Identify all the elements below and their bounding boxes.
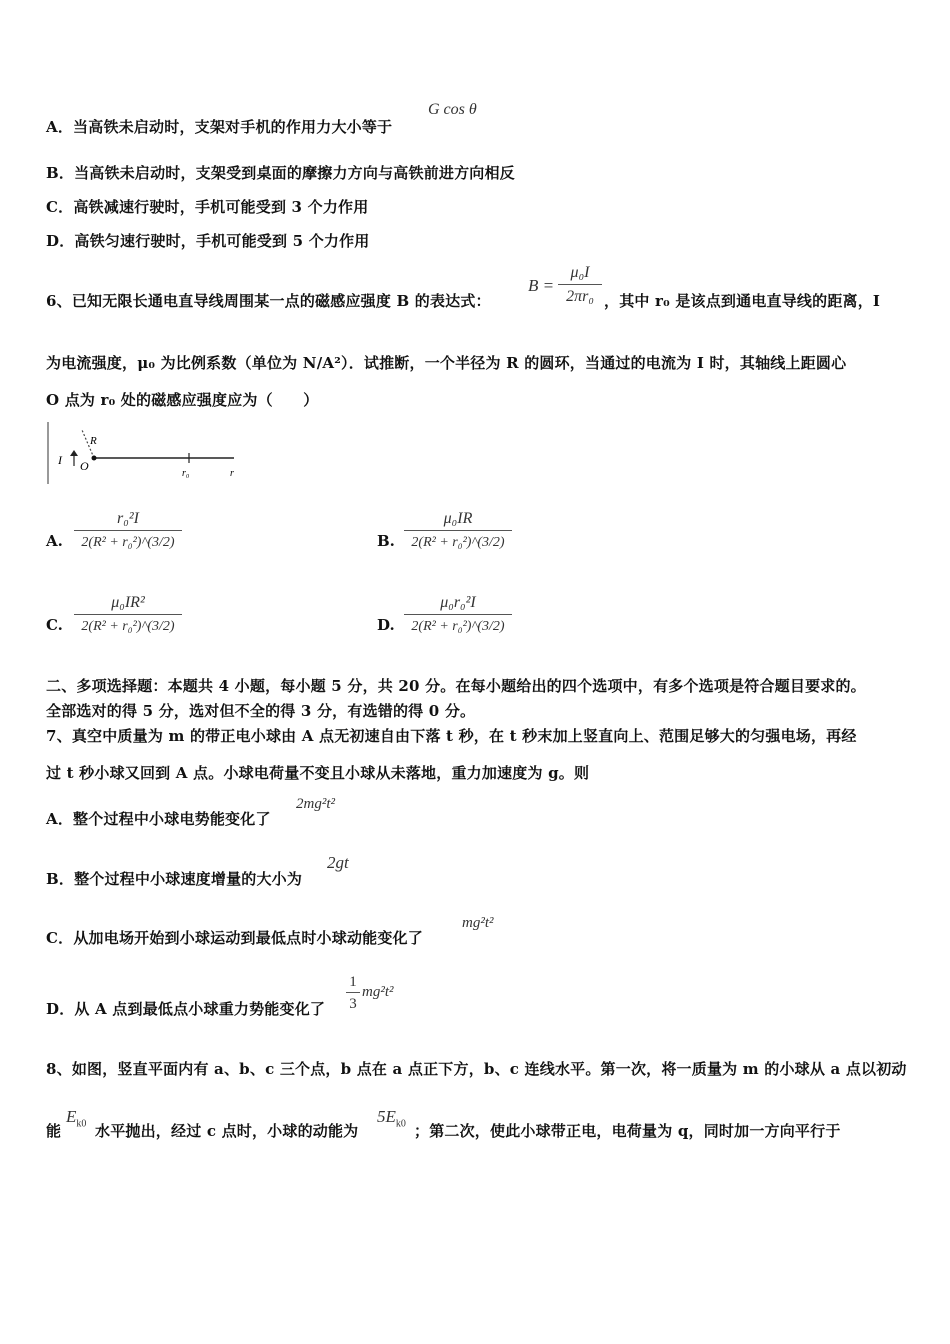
q6-option-c-num: μ₀IR²: [111, 594, 145, 611]
q8-ek5-symbol: 5E: [377, 1107, 396, 1126]
label-R: R: [90, 435, 97, 447]
q6-stem-part1: 6、已知无限长通电直导线周围某一点的磁感应强度 B 的表达式：: [46, 292, 491, 310]
q6-option-c-label: C.: [46, 616, 63, 634]
origin-dot: [92, 456, 97, 461]
q7-option-d-formula: mg²t²: [362, 984, 394, 1000]
q6-stem-line2: 为电流强度，μ₀ 为比例系数（单位为 N/A²）．试推断，一个半径为 R 的圆环，当通过的电流为 I 时，其轴线上距圆心: [46, 354, 847, 372]
q6-option-d-num: μ₀r₀²I: [440, 594, 476, 611]
q5-option-a-text: A．当高铁未启动时，支架对手机的作用力大小等于: [46, 118, 393, 136]
q5-option-d: D．高铁匀速行驶时，手机可能受到 5 个力作用: [46, 232, 370, 250]
q7-option-d: D．从 A 点到最低点小球重力势能变化了: [46, 1000, 326, 1018]
q5-option-a: [46, 116, 392, 137]
q6-formula-lhs: B =: [528, 276, 555, 295]
label-r0: r₀: [182, 468, 190, 479]
q6-option-a-formula: [74, 508, 182, 555]
q8-line2-part1: 能: [46, 1122, 62, 1140]
q8-ek0-sub: k0: [76, 1118, 87, 1130]
q6-option-b-den: 2(R² + r₀²)^(3/2): [411, 535, 505, 550]
q6-option-a-label: A.: [46, 532, 63, 550]
q5-option-b: B．当高铁未启动时，支架受到桌面的摩擦力方向与高铁前进方向相反: [46, 164, 515, 182]
q6-option-b-num: μ₀IR: [443, 510, 473, 527]
q6-figure: [46, 420, 246, 486]
q7-option-d-fraction: [346, 972, 360, 1015]
q6-option-b-label: B.: [377, 532, 395, 550]
label-r: r: [230, 468, 234, 479]
q7-line1: 7、真空中质量为 m 的带正电小球由 A 点无初速自由下落 t 秒，在 t 秒末加上竖直向上、范围足够大的匀强电场，再经: [46, 727, 857, 745]
q8-line2-part2: 水平抛出，经过 c 点时，小球的动能为: [95, 1122, 359, 1140]
q8-ek0: [66, 1107, 86, 1129]
q7-option-c-formula: mg²t²: [462, 915, 494, 931]
q6-option-d-den: 2(R² + r₀²)^(3/2): [411, 619, 505, 634]
q6-option-d-formula: [404, 592, 512, 639]
q7-line2: 过 t 秒小球又回到 A 点。小球电荷量不变且小球从未落地，重力加速度为 g。则: [46, 764, 590, 782]
q8-ek5: [377, 1107, 406, 1129]
q8-ek5-sub: k0: [395, 1118, 406, 1130]
q6-stem-part2: ，其中 r₀ 是该点到通电直导线的距离，I: [604, 292, 881, 310]
q6-formula-num: μ₀I: [570, 264, 590, 281]
q6-option-a-num: r₀²I: [117, 510, 139, 527]
q6-option-d-label: D.: [377, 616, 395, 634]
q8-line2-part3: ；第二次，使此小球带正电，电荷量为 q，同时加一方向平行于: [414, 1122, 841, 1140]
q6-option-c-den: 2(R² + r₀²)^(3/2): [81, 619, 175, 634]
q8-line1: 8、如图，竖直平面内有 a、b、c 三个点，b 点在 a 点正下方，b、c 连线水平。第一次，将一质量为 m 的小球从 a 点以初动: [46, 1060, 907, 1078]
q6-formula-den: 2πr₀: [566, 288, 594, 305]
label-O: O: [80, 459, 89, 473]
q6-option-b-formula: [404, 508, 512, 555]
q7-option-a-formula: 2mg²t²: [296, 796, 335, 812]
q7-option-a: A．整个过程中小球电势能变化了: [46, 810, 271, 828]
q7-option-d-num: 1: [349, 974, 357, 990]
q5-option-c: C．高铁减速行驶时，手机可能受到 3 个力作用: [46, 198, 369, 216]
current-arrow-head: [70, 450, 78, 456]
q8-ek0-symbol: E: [66, 1107, 77, 1126]
label-I: I: [58, 453, 62, 467]
q6-option-a-den: 2(R² + r₀²)^(3/2): [81, 535, 175, 550]
q7-option-b-formula: 2gt: [327, 853, 349, 872]
q7-option-d-den: 3: [349, 996, 357, 1012]
q6-option-c-formula: [74, 592, 182, 639]
q7-option-b: B．整个过程中小球速度增量的大小为: [46, 870, 303, 888]
section2-line2: 全部选对的得 5 分，选对但不全的得 3 分，有选错的得 0 分。: [46, 702, 476, 720]
section2-line1: 二、多项选择题：本题共 4 小题，每小题 5 分，共 20 分。在每小题给出的四个选项中，有多个选项是符合题目要求的。: [46, 677, 866, 695]
q7-option-c: C．从加电场开始到小球运动到最低点时小球动能变化了: [46, 929, 423, 947]
q5-option-a-formula: G cos θ: [428, 101, 477, 118]
ring-axis-diagram: [46, 420, 246, 486]
q6-stem-line3: O 点为 r₀ 处的磁感应强度应为（ ）: [46, 391, 319, 409]
q6-formula-fraction: [558, 262, 602, 309]
